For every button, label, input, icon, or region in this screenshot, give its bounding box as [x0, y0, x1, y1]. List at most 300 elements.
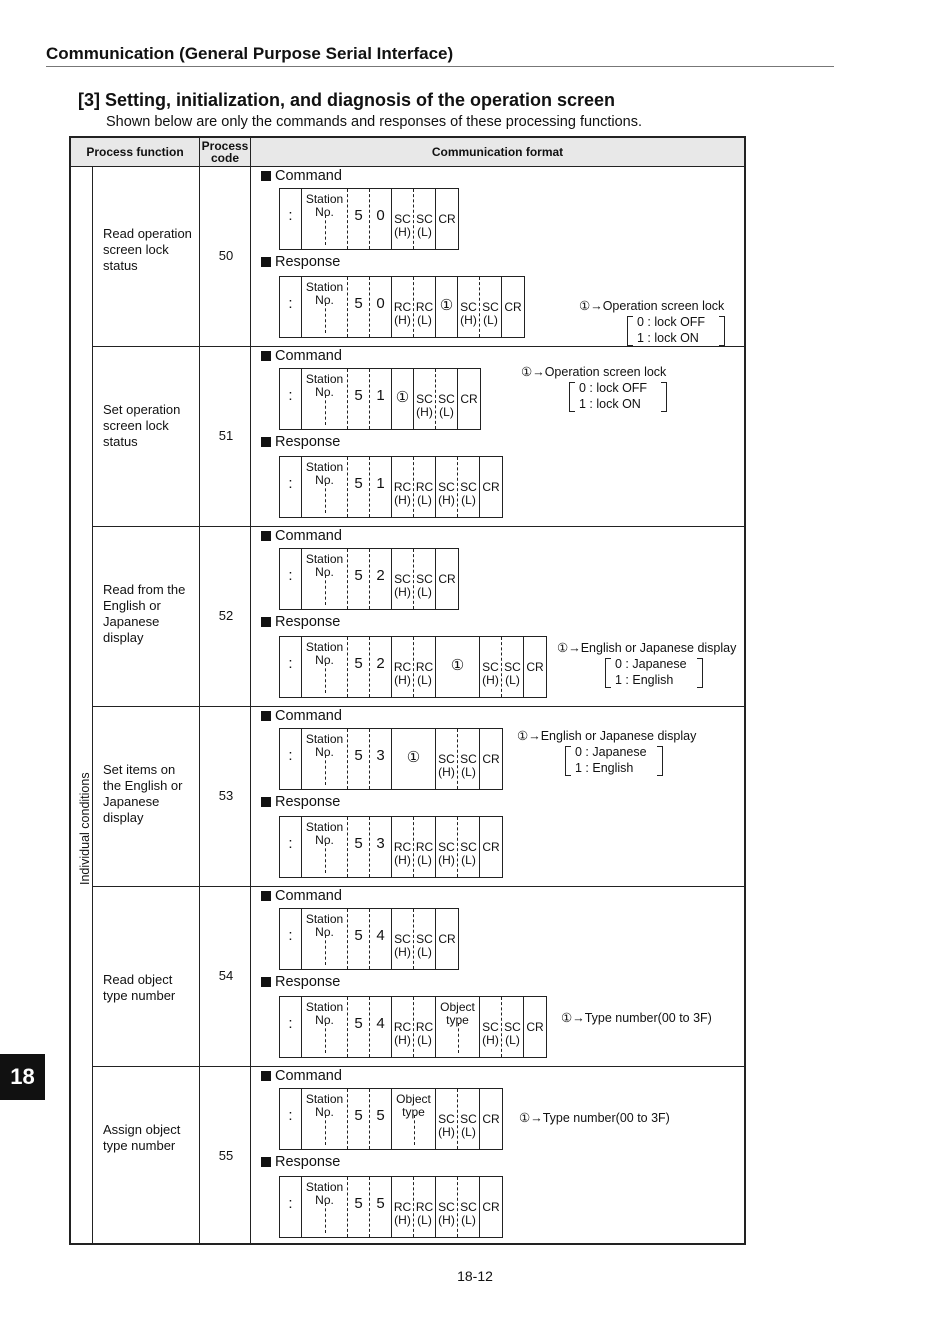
dash-mark [325, 935, 326, 965]
field-rc-l: RC (L) [415, 660, 434, 687]
field-cell [348, 1089, 370, 1149]
field-cell [414, 1177, 436, 1237]
table-header [71, 138, 744, 167]
field-cell [370, 729, 392, 789]
field-cell [436, 637, 480, 697]
field-rc-l: RC (L) [415, 1020, 434, 1047]
process-function: Read operation screen lock status [103, 226, 192, 273]
field-cell [436, 909, 458, 969]
row-divider [92, 526, 744, 527]
square-bullet-icon [261, 171, 271, 181]
format-frame [279, 188, 459, 250]
field-cell [392, 369, 414, 429]
field-cell [436, 1177, 458, 1237]
field-sc-l: SC (L) [460, 752, 477, 779]
command-label [261, 1068, 342, 1084]
field-cr: CR [438, 212, 456, 226]
field-cell [302, 637, 348, 697]
command-label [261, 528, 342, 544]
field-code-digit: 5 [354, 835, 363, 852]
field-cell [480, 997, 502, 1057]
field-cell [370, 277, 392, 337]
field-cell [302, 1089, 348, 1149]
field-cell [370, 909, 392, 969]
field-cell [280, 549, 302, 609]
format-frame [279, 276, 525, 338]
field-code-digit: 0 [376, 295, 385, 312]
field-cell [502, 997, 524, 1057]
field-code-digit: 2 [376, 567, 385, 584]
square-bullet-icon [261, 1157, 271, 1167]
field-station-no: Station No. [305, 552, 344, 579]
field-colon: : [288, 1195, 293, 1212]
note-option: 1 : English [615, 673, 674, 687]
row-divider [92, 886, 744, 887]
field-cell [348, 277, 370, 337]
field-cr: CR [526, 1020, 544, 1034]
format-frame [279, 1176, 503, 1238]
process-function: Assign object type number [103, 1122, 181, 1153]
field-cr: CR [526, 660, 544, 674]
dash-mark [325, 755, 326, 785]
field-cell [392, 549, 414, 609]
field-cell [392, 189, 414, 249]
bracket [627, 316, 633, 346]
field-cell [458, 457, 480, 517]
field-cell [414, 549, 436, 609]
field-circle-1: ① [395, 389, 410, 406]
response-text: Response [275, 434, 341, 450]
field-cell [370, 997, 392, 1057]
side-label: Individual conditions [78, 772, 92, 885]
square-bullet-icon [261, 711, 271, 721]
square-bullet-icon [261, 531, 271, 541]
field-station-no: Station No. [305, 732, 344, 759]
bracket [605, 658, 611, 688]
field-cell [348, 549, 370, 609]
field-rc-h: RC (H) [393, 1200, 412, 1227]
field-cell [370, 817, 392, 877]
field-rc-l: RC (L) [415, 840, 434, 867]
field-cell [302, 817, 348, 877]
process-function: Read from the English or Japanese display [103, 582, 186, 645]
format-frame [279, 636, 547, 698]
note-option: 0 : Japanese [615, 657, 687, 671]
format-frame [279, 456, 503, 518]
field-rc-l: RC (L) [415, 1200, 434, 1227]
col-function-header: Process function [86, 145, 184, 159]
field-cell [280, 457, 302, 517]
field-cell [392, 909, 414, 969]
command-label [261, 708, 342, 724]
field-cell [480, 1089, 502, 1149]
field-code-digit: 5 [376, 1107, 385, 1124]
square-bullet-icon [261, 351, 271, 361]
field-cell [436, 189, 458, 249]
field-cell [370, 189, 392, 249]
field-cell [280, 637, 302, 697]
field-colon: : [288, 927, 293, 944]
field-cr: CR [482, 752, 500, 766]
response-label [261, 794, 340, 810]
field-cell [414, 637, 436, 697]
field-code-digit: 5 [376, 1195, 385, 1212]
process-code: 51 [218, 428, 234, 443]
command-text: Command [275, 528, 342, 544]
response-text: Response [275, 614, 341, 630]
chapter-tab: 18 [0, 1054, 45, 1100]
field-sc-l: SC (L) [460, 840, 477, 867]
table-row [71, 886, 744, 1066]
process-code: 55 [218, 1148, 234, 1163]
field-cell [302, 729, 348, 789]
field-station-no: Station No. [305, 1000, 344, 1027]
field-code-digit: 5 [354, 655, 363, 672]
response-label [261, 434, 340, 450]
field-cell [524, 637, 546, 697]
dash-mark [325, 843, 326, 873]
field-code-digit: 0 [376, 207, 385, 224]
field-rc-h: RC (H) [393, 840, 412, 867]
section-subtitle: Shown below are only the commands and responses of these processing functions. [106, 114, 643, 130]
field-code-digit: 5 [354, 747, 363, 764]
dash-mark [325, 1203, 326, 1233]
field-cell [458, 1089, 480, 1149]
field-cell [414, 189, 436, 249]
field-cell [458, 817, 480, 877]
field-cell [436, 369, 458, 429]
field-colon: : [288, 747, 293, 764]
bracket [697, 658, 703, 688]
field-sc-h: SC (H) [482, 660, 499, 687]
note-option: 1 : English [575, 761, 634, 775]
field-cr: CR [482, 840, 500, 854]
field-cell [502, 637, 524, 697]
note-option: 0 : lock OFF [637, 315, 706, 329]
field-cell [302, 997, 348, 1057]
field-colon: : [288, 295, 293, 312]
field-cell [414, 817, 436, 877]
field-sc-l: SC (L) [416, 572, 433, 599]
process-code: 53 [218, 788, 234, 803]
field-sc-l: SC (L) [504, 660, 521, 687]
field-cr: CR [438, 572, 456, 586]
field-cell [280, 817, 302, 877]
field-sc-h: SC (H) [394, 572, 411, 599]
field-code-digit: 4 [376, 1015, 385, 1032]
field-sc-l: SC (L) [416, 932, 433, 959]
note-title: ①→Type number(00 to 3F) [561, 1011, 712, 1025]
field-sc-h: SC (H) [438, 1112, 455, 1139]
field-cell [436, 997, 480, 1057]
format-note [519, 1110, 670, 1126]
process-code: 54 [218, 968, 234, 983]
field-cell [280, 729, 302, 789]
field-circle-1: ① [439, 297, 454, 314]
field-code-digit: 5 [354, 1195, 363, 1212]
response-text: Response [275, 254, 341, 270]
note-title: ①→Operation screen lock [521, 365, 667, 379]
square-bullet-icon [261, 891, 271, 901]
square-bullet-icon [261, 617, 271, 627]
response-label [261, 614, 340, 630]
field-station-no: Station No. [305, 280, 344, 307]
field-cell [480, 1177, 502, 1237]
field-cell [392, 457, 414, 517]
field-cell [370, 369, 392, 429]
field-cell [348, 817, 370, 877]
note-title: ①→English or Japanese display [557, 641, 737, 655]
field-cell [370, 1177, 392, 1237]
field-code-digit: 2 [376, 655, 385, 672]
field-cr: CR [482, 480, 500, 494]
field-code-digit: 5 [354, 927, 363, 944]
field-cell [348, 189, 370, 249]
field-sc-h: SC (H) [438, 1200, 455, 1227]
field-colon: : [288, 387, 293, 404]
field-sc-h: SC (H) [438, 480, 455, 507]
note-option: 0 : Japanese [575, 745, 647, 759]
field-cell [480, 277, 502, 337]
field-code-digit: 3 [376, 835, 385, 852]
field-rc-h: RC (H) [393, 480, 412, 507]
field-cell [458, 369, 480, 429]
field-cell [302, 909, 348, 969]
field-colon: : [288, 1107, 293, 1124]
field-code-digit: 5 [354, 1015, 363, 1032]
field-code-digit: 4 [376, 927, 385, 944]
response-label [261, 254, 340, 270]
command-table [69, 136, 746, 1245]
field-station-no: Station No. [305, 820, 344, 847]
field-cell [436, 277, 458, 337]
format-frame [279, 1088, 503, 1150]
field-cell [280, 997, 302, 1057]
square-bullet-icon [261, 437, 271, 447]
field-cell [280, 1089, 302, 1149]
command-label [261, 888, 342, 904]
dash-mark [325, 395, 326, 425]
note-title: ①→Operation screen lock [579, 299, 725, 313]
field-rc-h: RC (H) [393, 1020, 412, 1047]
note-option: 1 : lock ON [637, 331, 699, 345]
square-bullet-icon [261, 257, 271, 267]
response-label [261, 1154, 340, 1170]
field-colon: : [288, 835, 293, 852]
field-cell [280, 1177, 302, 1237]
field-cell [348, 909, 370, 969]
field-cell [302, 369, 348, 429]
field-rc-h: RC (H) [393, 660, 412, 687]
dash-mark [325, 1115, 326, 1145]
dash-mark [325, 1023, 326, 1053]
field-sc-h: SC (H) [460, 300, 477, 327]
field-cell [436, 1089, 458, 1149]
process-function: Set operation screen lock status [103, 402, 181, 449]
field-colon: : [288, 475, 293, 492]
field-cell [280, 369, 302, 429]
dash-mark [458, 1023, 459, 1053]
field-cell [348, 729, 370, 789]
field-station-no: Station No. [305, 640, 344, 667]
field-code-digit: 5 [354, 207, 363, 224]
field-code-digit: 5 [354, 475, 363, 492]
process-code: 52 [218, 608, 234, 623]
field-cell [414, 369, 436, 429]
process-function: Read object type number [103, 972, 176, 1003]
command-text: Command [275, 888, 342, 904]
field-cell [348, 637, 370, 697]
format-frame [279, 996, 547, 1058]
field-cell [280, 909, 302, 969]
dash-mark [325, 575, 326, 605]
field-cell [280, 189, 302, 249]
field-cell [392, 277, 414, 337]
dash-mark [325, 215, 326, 245]
process-function: Set items on the English or Japanese display [103, 762, 183, 825]
field-rc-l: RC (L) [415, 480, 434, 507]
dash-mark [325, 663, 326, 693]
field-cell [392, 817, 414, 877]
field-station-no: Station No. [305, 912, 344, 939]
field-station-no: Station No. [305, 372, 344, 399]
field-sc-h: SC (H) [394, 212, 411, 239]
field-cell [302, 549, 348, 609]
format-note [521, 364, 666, 412]
field-circle-1: ① [450, 657, 465, 674]
field-code-digit: 5 [354, 295, 363, 312]
field-cell [436, 457, 458, 517]
field-sc-l: SC (L) [460, 480, 477, 507]
field-cell [392, 1089, 436, 1149]
format-frame [279, 816, 503, 878]
table-row [71, 166, 744, 346]
bracket [661, 382, 667, 412]
header-rule [46, 66, 834, 67]
field-cell [414, 457, 436, 517]
field-cell [524, 997, 546, 1057]
format-note [517, 728, 696, 776]
note-title: ①→English or Japanese display [517, 729, 697, 743]
field-cell [480, 729, 502, 789]
field-cell [280, 277, 302, 337]
response-text: Response [275, 974, 341, 990]
command-text: Command [275, 1068, 342, 1084]
table-row [71, 1066, 744, 1246]
field-cell [302, 277, 348, 337]
format-frame [279, 548, 459, 610]
field-station-no: Station No. [305, 460, 344, 487]
field-cell [436, 729, 458, 789]
command-text: Command [275, 348, 342, 364]
row-divider [92, 346, 744, 347]
field-cell [348, 997, 370, 1057]
command-text: Command [275, 708, 342, 724]
field-circle-1: ① [406, 749, 421, 766]
command-label [261, 168, 342, 184]
field-sc-l: SC (L) [416, 212, 433, 239]
field-sc-h: SC (H) [438, 752, 455, 779]
dash-mark [414, 1115, 415, 1145]
row-divider [92, 1066, 744, 1067]
note-title: ①→Type number(00 to 3F) [519, 1111, 670, 1125]
section-title: [3] Setting, initialization, and diagnosis of the operation screen [78, 90, 616, 110]
field-cell [392, 729, 436, 789]
field-sc-h: SC (H) [416, 392, 433, 419]
field-sc-l: SC (L) [438, 392, 455, 419]
field-sc-h: SC (H) [482, 1020, 499, 1047]
format-frame [279, 728, 503, 790]
field-colon: : [288, 1015, 293, 1032]
field-cell [414, 997, 436, 1057]
square-bullet-icon [261, 977, 271, 987]
field-station-no: Station No. [305, 1180, 344, 1207]
field-cell [436, 817, 458, 877]
square-bullet-icon [261, 1071, 271, 1081]
running-header: Communication (General Purpose Serial Interface) [46, 44, 454, 63]
field-code-digit: 3 [376, 747, 385, 764]
bracket [565, 746, 571, 776]
page-number: 18-12 [457, 1268, 493, 1284]
field-cell [302, 189, 348, 249]
table-row [71, 706, 744, 886]
field-object-type: Object type [396, 1092, 431, 1119]
command-text: Command [275, 168, 342, 184]
field-cell [392, 997, 414, 1057]
field-cell [392, 637, 414, 697]
field-rc-l: RC (L) [415, 300, 434, 327]
field-cell [302, 1177, 348, 1237]
table-row [71, 346, 744, 526]
field-cell [392, 1177, 414, 1237]
field-cell [502, 277, 524, 337]
col-code-header: Process code [201, 139, 249, 165]
field-cell [302, 457, 348, 517]
field-code-digit: 1 [376, 387, 385, 404]
dash-mark [325, 303, 326, 333]
field-cr: CR [482, 1200, 500, 1214]
field-object-type: Object type [440, 1000, 475, 1027]
bracket [569, 382, 575, 412]
bracket [657, 746, 663, 776]
field-cell [480, 637, 502, 697]
field-cell [480, 817, 502, 877]
process-code: 50 [218, 248, 234, 263]
format-note [557, 640, 736, 688]
field-cell [458, 1177, 480, 1237]
field-cr: CR [460, 392, 478, 406]
field-cell [348, 1177, 370, 1237]
field-cell [436, 549, 458, 609]
field-cr: CR [482, 1112, 500, 1126]
field-cell [458, 729, 480, 789]
field-colon: : [288, 567, 293, 584]
field-cell [370, 1089, 392, 1149]
field-cr: CR [438, 932, 456, 946]
command-label [261, 348, 342, 364]
row-divider [92, 706, 744, 707]
field-cell [414, 909, 436, 969]
response-text: Response [275, 1154, 341, 1170]
field-cell [370, 549, 392, 609]
field-cell [348, 369, 370, 429]
col-format-header: Communication format [431, 145, 564, 159]
field-sc-l: SC (L) [504, 1020, 521, 1047]
field-station-no: Station No. [305, 1092, 344, 1119]
bracket [719, 316, 725, 346]
field-sc-h: SC (H) [438, 840, 455, 867]
field-code-digit: 5 [354, 1107, 363, 1124]
